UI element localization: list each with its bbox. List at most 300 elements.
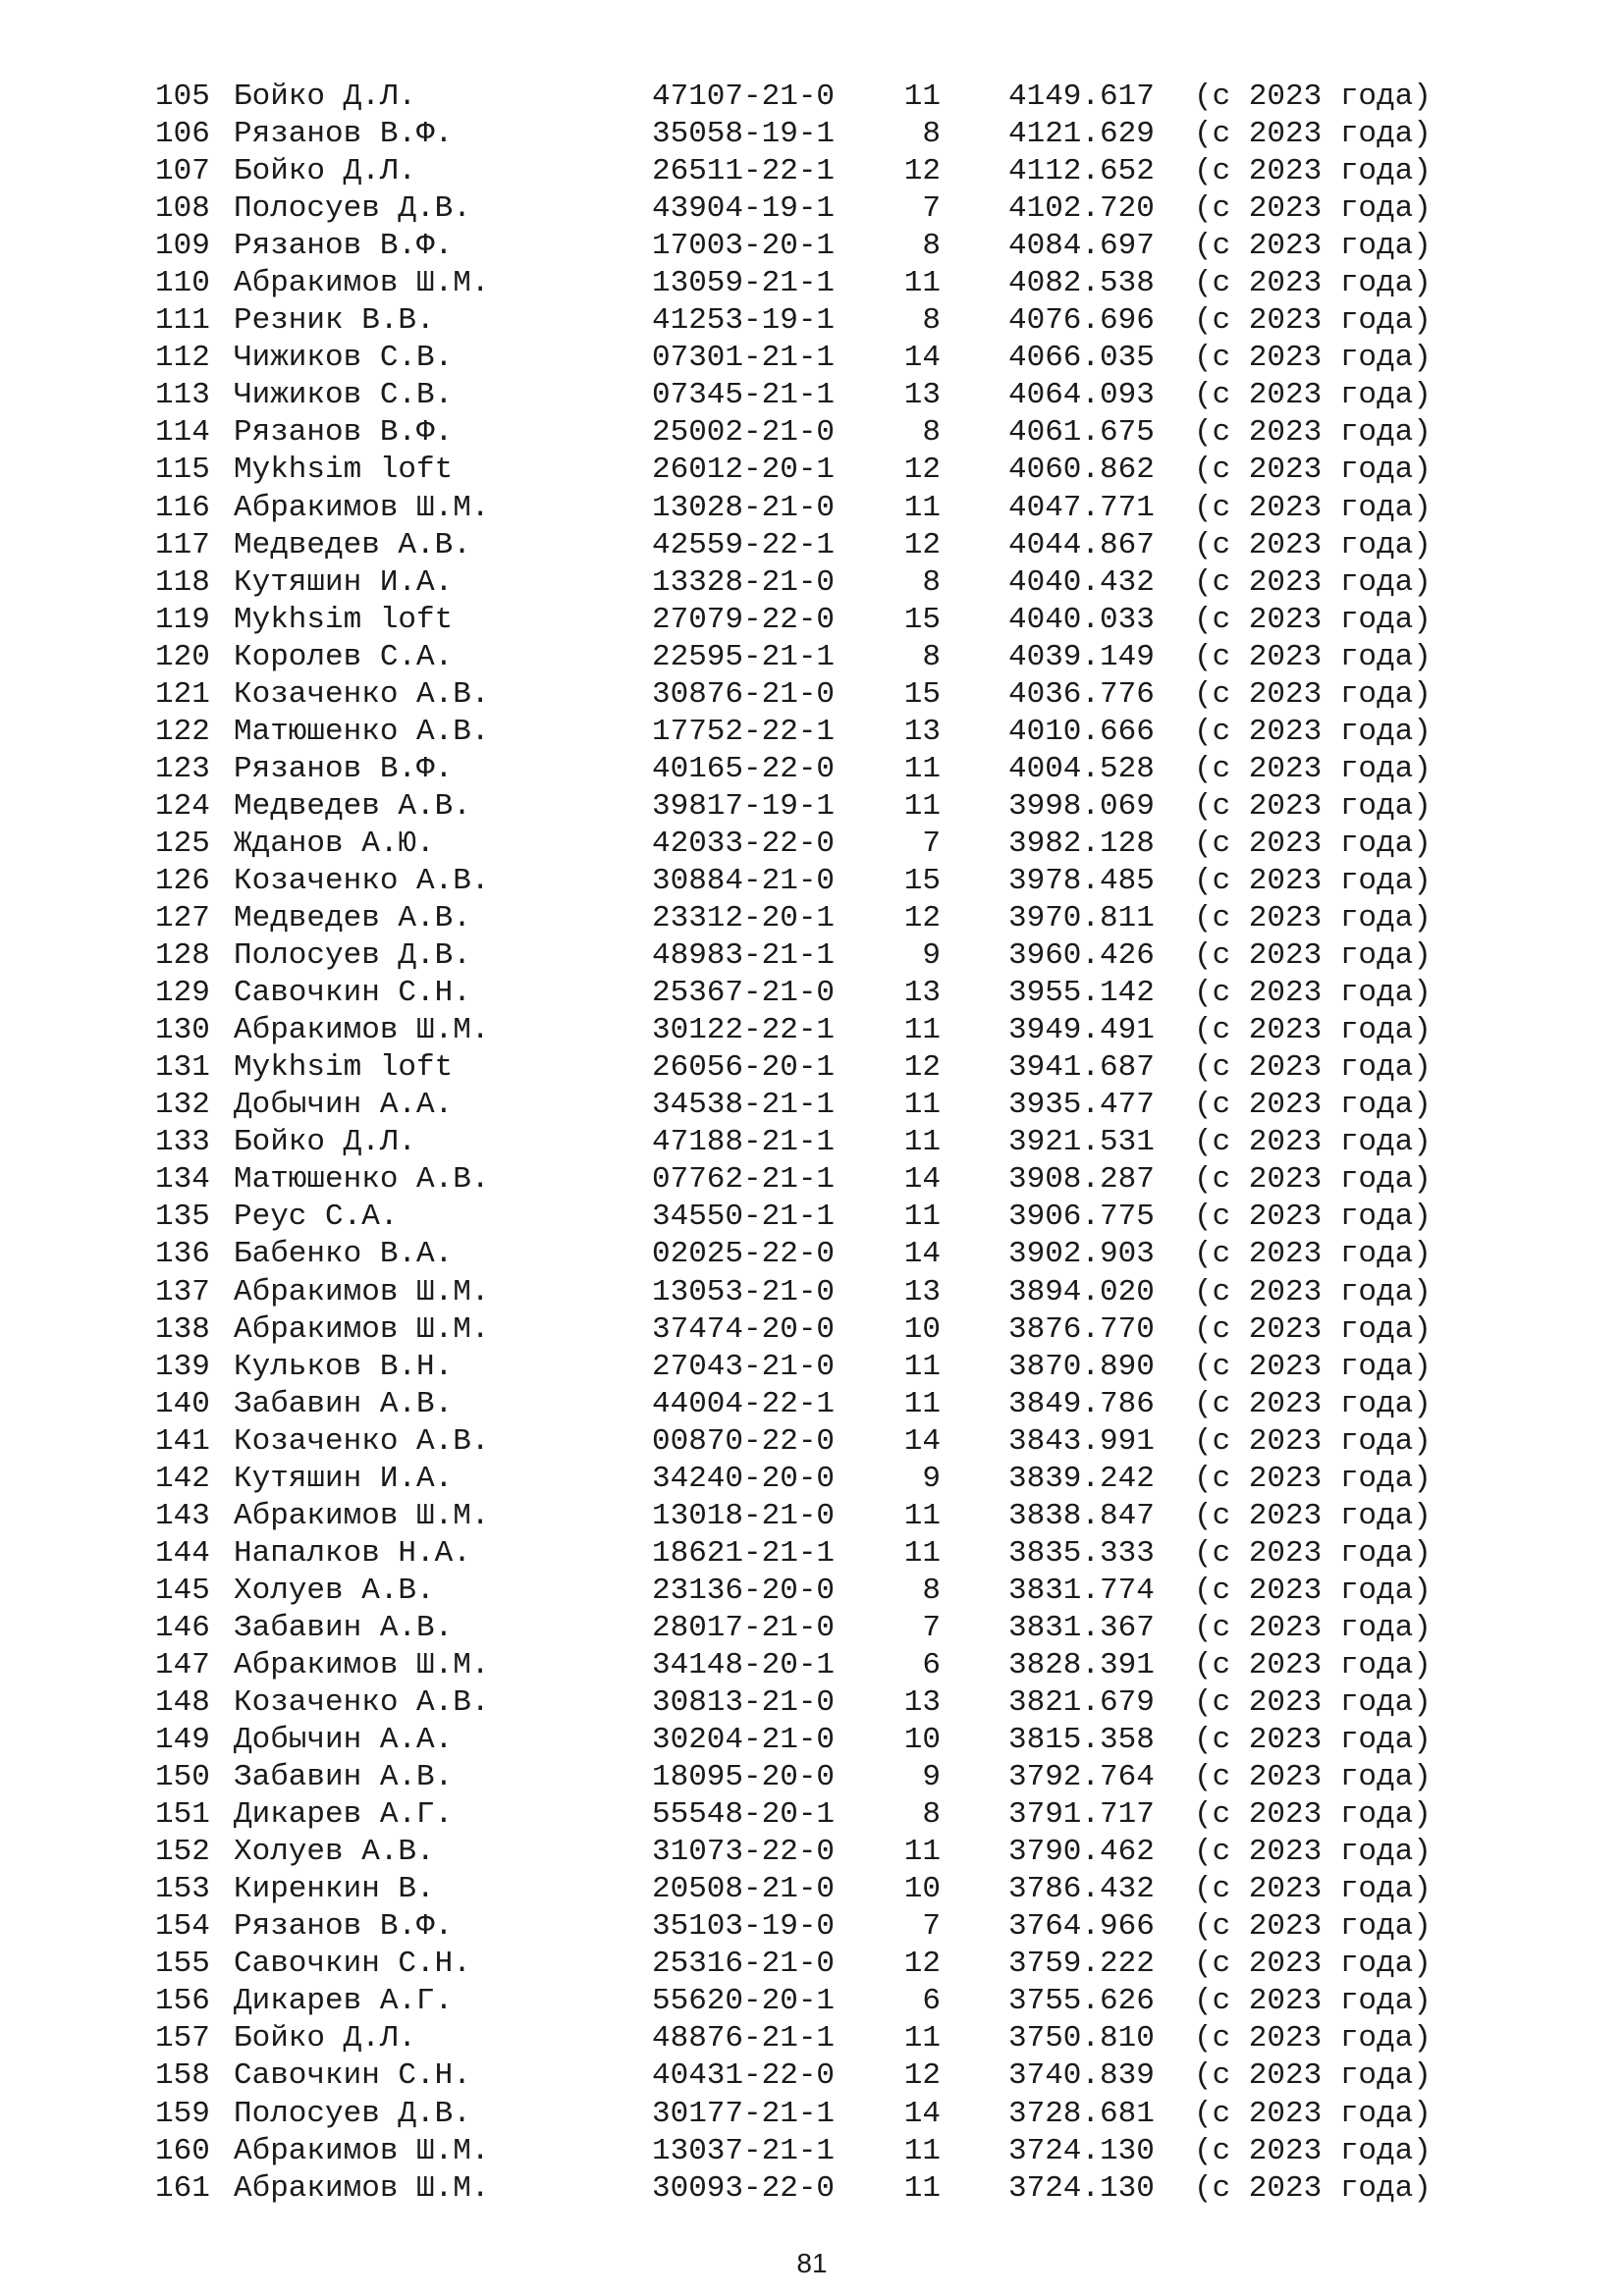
row-number: 155 [155, 1947, 210, 1982]
period-note: (с 2023 года) [1194, 1013, 1432, 1048]
record-code: 43904-19-1 [652, 191, 836, 227]
list-item [155, 676, 1471, 714]
score-value: 3724.130 [1008, 2170, 1155, 2206]
list-item [155, 1236, 1471, 1273]
record-code: 47107-21-0 [652, 80, 836, 114]
period-note: (с 2023 года) [1194, 863, 1432, 898]
row-number: 157 [155, 2021, 210, 2056]
period-note: (с 2023 года) [1194, 826, 1432, 861]
score-value: 3838.847 [1008, 1498, 1155, 1533]
record-code: 34550-21-1 [652, 1200, 836, 1235]
list-item [155, 228, 1471, 265]
record-code: 30122-22-1 [652, 1013, 836, 1048]
period-note: (с 2023 года) [1194, 938, 1432, 974]
list-item [155, 639, 1471, 676]
row-number: 123 [155, 751, 210, 786]
owner-name: Кутяшин И.А. [234, 1461, 454, 1496]
score-value: 3792.764 [1008, 1760, 1155, 1795]
list-item [155, 826, 1471, 863]
generation-count: 11 [903, 490, 941, 525]
record-code: 30204-21-0 [652, 1723, 836, 1758]
owner-name: Савочкин С.Н. [234, 2058, 471, 2094]
generation-count: 11 [903, 2170, 941, 2206]
record-code: 34538-21-1 [652, 1088, 836, 1123]
row-number: 153 [155, 1872, 210, 1907]
generation-count: 12 [903, 154, 941, 189]
owner-name: Козаченко А.В. [234, 1423, 490, 1459]
score-value: 4010.666 [1008, 714, 1155, 749]
record-code: 27079-22-0 [652, 602, 836, 637]
period-note: (с 2023 года) [1194, 1797, 1432, 1833]
score-value: 3831.774 [1008, 1573, 1155, 1608]
owner-name: Медведев А.В. [234, 901, 471, 936]
owner-name: Дикарев А.Г. [234, 1984, 454, 2019]
score-value: 3835.333 [1008, 1535, 1155, 1571]
period-note: (с 2023 года) [1194, 1723, 1432, 1758]
list-item [155, 900, 1471, 937]
row-number: 152 [155, 1835, 210, 1870]
generation-count: 10 [903, 1311, 941, 1347]
generation-count: 12 [903, 453, 941, 488]
row-number: 135 [155, 1200, 210, 1235]
period-note: (с 2023 года) [1194, 1274, 1432, 1309]
period-note: (с 2023 года) [1194, 714, 1432, 749]
record-code: 13037-21-1 [652, 2133, 836, 2168]
record-code: 17752-22-1 [652, 714, 836, 749]
record-code: 30093-22-0 [652, 2170, 836, 2206]
period-note: (с 2023 года) [1194, 1984, 1432, 2019]
record-code: 07301-21-1 [652, 341, 836, 376]
period-note: (с 2023 года) [1194, 1535, 1432, 1571]
record-code: 42559-22-1 [652, 527, 836, 562]
row-number: 161 [155, 2170, 210, 2206]
list-item [155, 1983, 1471, 2020]
record-code: 26056-20-1 [652, 1050, 836, 1086]
period-note: (с 2023 года) [1194, 1386, 1432, 1421]
list-item [155, 414, 1471, 452]
generation-count: 11 [903, 266, 941, 301]
record-code: 27043-21-0 [652, 1349, 836, 1384]
list-item [155, 564, 1471, 602]
list-item [155, 1124, 1471, 1161]
list-item [155, 1087, 1471, 1124]
period-note: (с 2023 года) [1194, 676, 1432, 712]
row-number: 148 [155, 1685, 210, 1721]
owner-name: Холуев А.В. [234, 1573, 435, 1608]
owner-name: Королев С.А. [234, 639, 454, 674]
list-item [155, 863, 1471, 900]
list-item [155, 302, 1471, 340]
score-value: 3831.367 [1008, 1610, 1155, 1645]
score-value: 4082.538 [1008, 266, 1155, 301]
owner-name: Mykhsim loft [234, 453, 454, 488]
list-item [155, 265, 1471, 302]
owner-name: Полосуев Д.В. [234, 2096, 471, 2131]
period-note: (с 2023 года) [1194, 1573, 1432, 1608]
period-note: (с 2023 года) [1194, 1088, 1432, 1123]
owner-name: Абракимов Ш.М. [234, 1647, 490, 1682]
generation-count: 8 [922, 564, 941, 600]
record-code: 47188-21-1 [652, 1125, 836, 1160]
list-item [155, 1161, 1471, 1199]
record-code: 40165-22-0 [652, 751, 836, 786]
generation-count: 11 [903, 1535, 941, 1571]
owner-name: Медведев А.В. [234, 788, 471, 824]
row-number: 158 [155, 2058, 210, 2094]
list-item [155, 377, 1471, 414]
score-value: 3828.391 [1008, 1647, 1155, 1682]
generation-count: 9 [922, 1461, 941, 1496]
period-note: (с 2023 года) [1194, 341, 1432, 376]
record-code: 55548-20-1 [652, 1797, 836, 1833]
generation-count: 11 [903, 751, 941, 786]
list-item [155, 1759, 1471, 1796]
owner-name: Абракимов Ш.М. [234, 266, 490, 301]
record-code: 02025-22-0 [652, 1237, 836, 1272]
row-number: 131 [155, 1050, 210, 1086]
score-value: 4149.617 [1008, 80, 1155, 114]
period-note: (с 2023 года) [1194, 1835, 1432, 1870]
list-item [155, 2170, 1471, 2208]
list-item [155, 1722, 1471, 1759]
period-note: (с 2023 года) [1194, 1162, 1432, 1198]
list-item [155, 975, 1471, 1012]
generation-count: 11 [903, 1200, 941, 1235]
generation-count: 6 [922, 1984, 941, 2019]
period-note: (с 2023 года) [1194, 415, 1432, 451]
owner-name: Бойко Д.Л. [234, 2021, 417, 2056]
score-value: 4112.652 [1008, 154, 1155, 189]
row-number: 140 [155, 1386, 210, 1421]
score-value: 4039.149 [1008, 639, 1155, 674]
row-number: 109 [155, 229, 210, 264]
period-note: (с 2023 года) [1194, 1647, 1432, 1682]
period-note: (с 2023 года) [1194, 1760, 1432, 1795]
generation-count: 14 [903, 341, 941, 376]
owner-name: Абракимов Ш.М. [234, 1498, 490, 1533]
record-code: 35058-19-1 [652, 117, 836, 152]
owner-name: Абракимов Ш.М. [234, 2133, 490, 2168]
owner-name: Рязанов В.Ф. [234, 117, 454, 152]
generation-count: 12 [903, 1050, 941, 1086]
period-note: (с 2023 года) [1194, 2096, 1432, 2131]
period-note: (с 2023 года) [1194, 2133, 1432, 2168]
score-value: 3843.991 [1008, 1423, 1155, 1459]
score-value: 3759.222 [1008, 1947, 1155, 1982]
owner-name: Матюшенко А.В. [234, 1162, 490, 1198]
score-value: 3815.358 [1008, 1723, 1155, 1758]
row-number: 112 [155, 341, 210, 376]
period-note: (с 2023 года) [1194, 453, 1432, 488]
list-item [155, 490, 1471, 527]
row-number: 130 [155, 1013, 210, 1048]
owner-name: Киренкин В. [234, 1872, 435, 1907]
generation-count: 12 [903, 527, 941, 562]
period-note: (с 2023 года) [1194, 378, 1432, 413]
score-value: 3906.775 [1008, 1200, 1155, 1235]
list-item [155, 937, 1471, 975]
record-code: 37474-20-0 [652, 1311, 836, 1347]
list-item [155, 1871, 1471, 1908]
row-number: 146 [155, 1610, 210, 1645]
generation-count: 8 [922, 117, 941, 152]
period-note: (с 2023 года) [1194, 1125, 1432, 1160]
period-note: (с 2023 года) [1194, 229, 1432, 264]
record-code: 35103-19-0 [652, 1909, 836, 1945]
generation-count: 8 [922, 229, 941, 264]
list-item [155, 527, 1471, 564]
score-value: 3982.128 [1008, 826, 1155, 861]
period-note: (с 2023 года) [1194, 1610, 1432, 1645]
row-number: 144 [155, 1535, 210, 1571]
row-number: 118 [155, 564, 210, 600]
period-note: (с 2023 года) [1194, 303, 1432, 339]
generation-count: 8 [922, 415, 941, 451]
list-item [155, 452, 1471, 489]
generation-count: 14 [903, 1423, 941, 1459]
period-note: (с 2023 года) [1194, 901, 1432, 936]
generation-count: 11 [903, 1088, 941, 1123]
row-number: 128 [155, 938, 210, 974]
row-number: 129 [155, 976, 210, 1011]
list-item [155, 1199, 1471, 1236]
score-value: 4076.696 [1008, 303, 1155, 339]
list-item [155, 1274, 1471, 1311]
record-code: 22595-21-1 [652, 639, 836, 674]
row-number: 154 [155, 1909, 210, 1945]
period-note: (с 2023 года) [1194, 1311, 1432, 1347]
generation-count: 15 [903, 602, 941, 637]
score-value: 3935.477 [1008, 1088, 1155, 1123]
record-code: 48876-21-1 [652, 2021, 836, 2056]
generation-count: 11 [903, 2133, 941, 2168]
period-note: (с 2023 года) [1194, 2058, 1432, 2094]
list-item [155, 788, 1471, 826]
period-note: (с 2023 года) [1194, 1423, 1432, 1459]
row-number: 143 [155, 1498, 210, 1533]
score-value: 3902.903 [1008, 1237, 1155, 1272]
score-value: 3728.681 [1008, 2096, 1155, 2131]
score-value: 4060.862 [1008, 453, 1155, 488]
owner-name: Кутяшин И.А. [234, 564, 454, 600]
record-code: 40431-22-0 [652, 2058, 836, 2094]
list-item [155, 1796, 1471, 1834]
period-note: (с 2023 года) [1194, 2170, 1432, 2206]
list-item [155, 1610, 1471, 1647]
owner-name: Забавин А.В. [234, 1760, 454, 1795]
period-note: (с 2023 года) [1194, 1200, 1432, 1235]
row-number: 139 [155, 1349, 210, 1384]
record-code: 31073-22-0 [652, 1835, 836, 1870]
row-number: 110 [155, 266, 210, 301]
generation-count: 14 [903, 1162, 941, 1198]
generation-count: 11 [903, 1386, 941, 1421]
owner-name: Бабенко В.А. [234, 1237, 454, 1272]
score-value: 4047.771 [1008, 490, 1155, 525]
period-note: (с 2023 года) [1194, 1947, 1432, 1982]
owner-name: Дикарев А.Г. [234, 1797, 454, 1833]
list-item [155, 340, 1471, 377]
page-number: 81 [796, 2248, 828, 2278]
period-note: (с 2023 года) [1194, 1349, 1432, 1384]
owner-name: Реус С.А. [234, 1200, 399, 1235]
owner-name: Холуев А.В. [234, 1835, 435, 1870]
row-number: 156 [155, 1984, 210, 2019]
period-note: (с 2023 года) [1194, 602, 1432, 637]
list-item [155, 1311, 1471, 1349]
period-note: (с 2023 года) [1194, 1461, 1432, 1496]
record-code: 17003-20-1 [652, 229, 836, 264]
row-number: 150 [155, 1760, 210, 1795]
generation-count: 11 [903, 80, 941, 114]
row-number: 121 [155, 676, 210, 712]
period-note: (с 2023 года) [1194, 1685, 1432, 1721]
score-value: 3849.786 [1008, 1386, 1155, 1421]
record-code: 13028-21-0 [652, 490, 836, 525]
owner-name: Савочкин С.Н. [234, 1947, 471, 1982]
score-value: 4036.776 [1008, 676, 1155, 712]
row-number: 125 [155, 826, 210, 861]
record-code: 30813-21-0 [652, 1685, 836, 1721]
list-item [155, 1049, 1471, 1087]
generation-count: 11 [903, 2021, 941, 2056]
owner-name: Абракимов Ш.М. [234, 490, 490, 525]
owner-name: Матюшенко А.В. [234, 714, 490, 749]
generation-count: 13 [903, 1685, 941, 1721]
list-item [155, 2133, 1471, 2170]
score-value: 3960.426 [1008, 938, 1155, 974]
record-code: 30876-21-0 [652, 676, 836, 712]
owner-name: Рязанов В.Ф. [234, 1909, 454, 1945]
list-item [155, 602, 1471, 639]
record-code: 42033-22-0 [652, 826, 836, 861]
record-code: 13018-21-0 [652, 1498, 836, 1533]
score-value: 3998.069 [1008, 788, 1155, 824]
owner-name: Савочкин С.Н. [234, 976, 471, 1011]
generation-count: 8 [922, 1573, 941, 1608]
period-note: (с 2023 года) [1194, 751, 1432, 786]
owner-name: Абракимов Ш.М. [234, 2170, 490, 2206]
list-item [155, 1684, 1471, 1722]
record-code: 28017-21-0 [652, 1610, 836, 1645]
list-item [155, 153, 1471, 190]
list-item [155, 79, 1471, 116]
owner-name: Чижиков С.В. [234, 378, 454, 413]
list-item [155, 2057, 1471, 2095]
generation-count: 6 [922, 1647, 941, 1682]
score-value: 4066.035 [1008, 341, 1155, 376]
record-code: 41253-19-1 [652, 303, 836, 339]
list-item [155, 1012, 1471, 1049]
owner-name: Абракимов Ш.М. [234, 1274, 490, 1309]
score-value: 4102.720 [1008, 191, 1155, 227]
record-code: 23312-20-1 [652, 901, 836, 936]
generation-count: 10 [903, 1872, 941, 1907]
generation-count: 8 [922, 303, 941, 339]
row-number: 117 [155, 527, 210, 562]
row-number: 147 [155, 1647, 210, 1682]
generation-count: 14 [903, 1237, 941, 1272]
row-number: 106 [155, 117, 210, 152]
score-value: 3870.890 [1008, 1349, 1155, 1384]
score-value: 4044.867 [1008, 527, 1155, 562]
list-item [155, 1498, 1471, 1535]
generation-count: 13 [903, 378, 941, 413]
owner-name: Забавин А.В. [234, 1610, 454, 1645]
ranking-list [155, 79, 1471, 2208]
owner-name: Полосуев Д.В. [234, 191, 471, 227]
list-item [155, 1349, 1471, 1386]
list-item [155, 2096, 1471, 2133]
record-code: 13059-21-1 [652, 266, 836, 301]
list-item [155, 116, 1471, 153]
record-code: 13328-21-0 [652, 564, 836, 600]
row-number: 141 [155, 1423, 210, 1459]
row-number: 138 [155, 1311, 210, 1347]
score-value: 4061.675 [1008, 415, 1155, 451]
period-note: (с 2023 года) [1194, 80, 1432, 114]
owner-name: Mykhsim loft [234, 1050, 454, 1086]
generation-count: 7 [922, 1610, 941, 1645]
record-code: 07762-21-1 [652, 1162, 836, 1198]
record-code: 00870-22-0 [652, 1423, 836, 1459]
generation-count: 7 [922, 191, 941, 227]
record-code: 26511-22-1 [652, 154, 836, 189]
row-number: 115 [155, 453, 210, 488]
row-number: 133 [155, 1125, 210, 1160]
period-note: (с 2023 года) [1194, 788, 1432, 824]
row-number: 126 [155, 863, 210, 898]
record-code: 25002-21-0 [652, 415, 836, 451]
score-value: 3894.020 [1008, 1274, 1155, 1309]
score-value: 3791.717 [1008, 1797, 1155, 1833]
row-number: 149 [155, 1723, 210, 1758]
generation-count: 11 [903, 1125, 941, 1160]
owner-name: Забавин А.В. [234, 1386, 454, 1421]
record-code: 55620-20-1 [652, 1984, 836, 2019]
row-number: 142 [155, 1461, 210, 1496]
record-code: 30177-21-1 [652, 2096, 836, 2131]
period-note: (с 2023 года) [1194, 976, 1432, 1011]
period-note: (с 2023 года) [1194, 154, 1432, 189]
generation-count: 10 [903, 1723, 941, 1758]
generation-count: 9 [922, 1760, 941, 1795]
generation-count: 12 [903, 2058, 941, 2094]
owner-name: Жданов А.Ю. [234, 826, 435, 861]
owner-name: Резник В.В. [234, 303, 435, 339]
owner-name: Напалков Н.А. [234, 1535, 471, 1571]
period-note: (с 2023 года) [1194, 1050, 1432, 1086]
owner-name: Полосуев Д.В. [234, 938, 471, 974]
row-number: 108 [155, 191, 210, 227]
list-item [155, 1535, 1471, 1573]
score-value: 4040.432 [1008, 564, 1155, 600]
row-number: 137 [155, 1274, 210, 1309]
row-number: 151 [155, 1797, 210, 1833]
list-item [155, 1461, 1471, 1498]
list-item [155, 1946, 1471, 1983]
generation-count: 11 [903, 1498, 941, 1533]
record-code: 20508-21-0 [652, 1872, 836, 1907]
score-value: 3786.432 [1008, 1872, 1155, 1907]
score-value: 3724.130 [1008, 2133, 1155, 2168]
row-number: 114 [155, 415, 210, 451]
period-note: (с 2023 года) [1194, 639, 1432, 674]
record-code: 25367-21-0 [652, 976, 836, 1011]
owner-name: Рязанов В.Ф. [234, 229, 454, 264]
score-value: 3949.491 [1008, 1013, 1155, 1048]
generation-count: 9 [922, 938, 941, 974]
